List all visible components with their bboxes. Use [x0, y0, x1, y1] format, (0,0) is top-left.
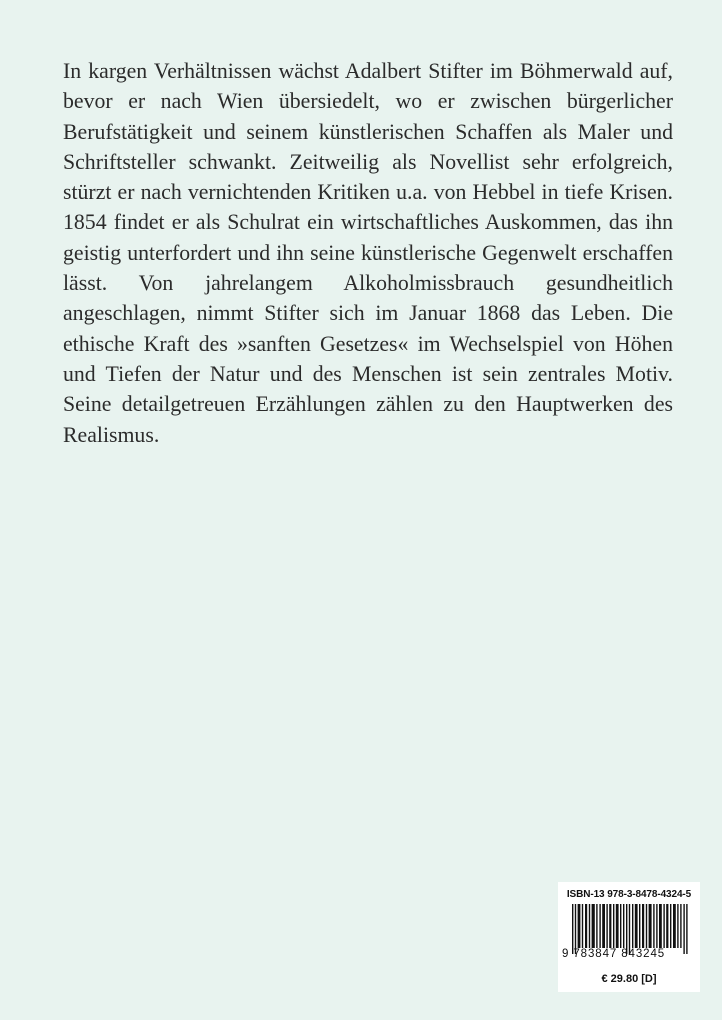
barcode-digits: 9 783847 843245	[562, 948, 666, 960]
isbn-barcode-label	[558, 882, 700, 992]
barcode-image	[572, 904, 692, 954]
back-cover-blurb: In kargen Verhältnissen wächst Adalbert Stifter im Böhmerwald auf, bevor er nach Wien übersiedelt, wo er zwischen bürgerlicher Berufstätigkeit und seinem künstlerischen Schaffen als Maler und Schriftsteller schwankt. Zeitweilig als Novellist sehr erfolgreich, stürzt er nach vernichtenden Kritiken u.a. von Hebbel in tiefe Krisen. 1854 findet er als Schulrat ein wirtschaftliches Auskommen, das ihn geistig unterfordert und ihn seine künstlerische Gegenwelt erschaffen lässt. Von jahrelangem Alkoholmissbrauch gesundheitlich angeschlagen, nimmt Stifter sich im Januar 1868 das Leben. Die ethische Kraft des »sanften Gesetzes« im Wechselspiel von Höhen und Tiefen der Natur und des Menschen ist sein zentrales Motiv. Seine detailgetreuen Erzählungen zählen zu den Hauptwerken des Realismus.	[63, 59, 673, 447]
price-label: € 29.80 [D]	[601, 973, 657, 985]
isbn-number: ISBN-13 978-3-8478-4324-5	[566, 889, 692, 900]
